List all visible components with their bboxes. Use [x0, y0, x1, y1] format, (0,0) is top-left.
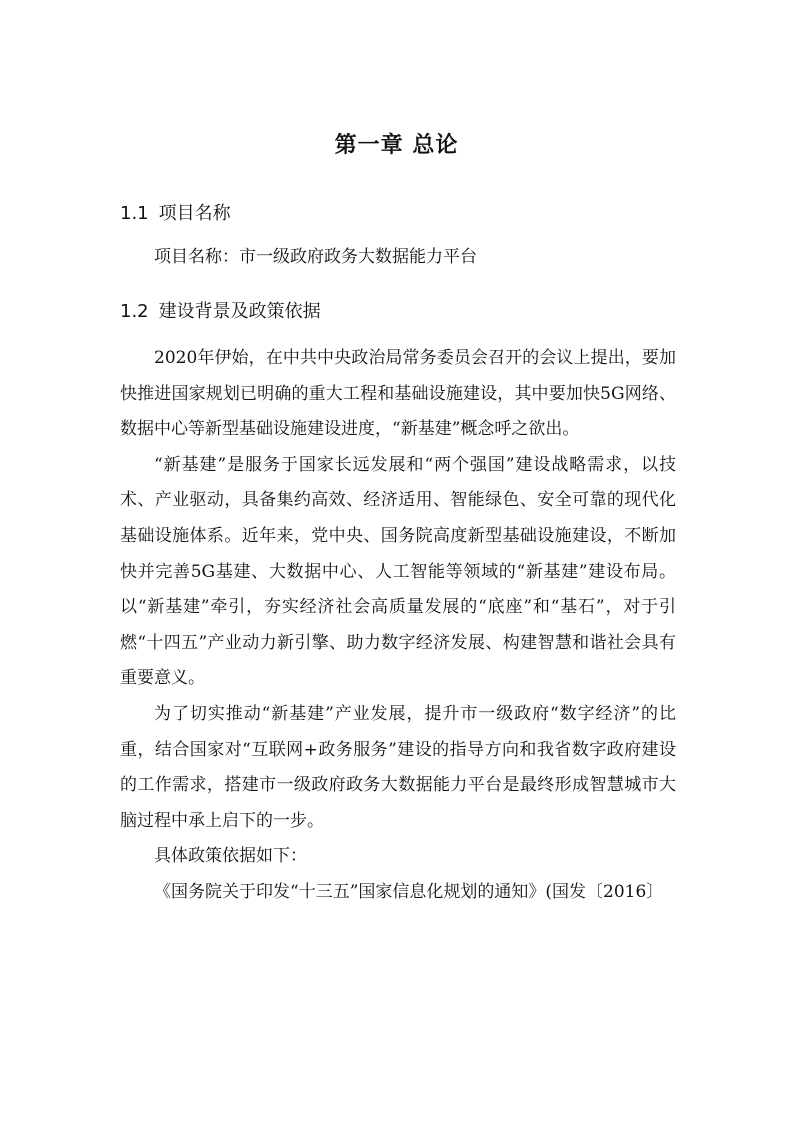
- section-number: 1.1: [120, 203, 149, 224]
- paragraph: 为了切实推动“新基建”产业发展，提升市一级政府“数字经济”的比重，结合国家对“互联网+政务服务”建设的指导方向和我省数字政府建设的工作需求，搭建市一级政府政务大数据能力平台是最终形成智慧城市大脑过程中承上启下的一步。: [120, 703, 676, 831]
- paragraph: “新基建”是服务于国家长远发展和“两个强国”建设战略需求，以技术、产业驱动，具备集约高效、经济适用、智能绿色、安全可靠的现代化基础设施体系。近年来，党中央、国务院高度新型基础设施建设，不断加快并完善5G基建、大数据中心、人工智能等领域的“新基建”建设布局。以“新基建”牵引，夯实经济社会高质量发展的“底座”和“基石”，对于引燃“十四五”产业动力新引擎、助力数字经济发展、构建智慧和谐社会具有重要意义。: [120, 454, 676, 689]
- chapter-title: 第一章 总论: [334, 133, 459, 158]
- paragraph: 2020年伊始，在中共中央政治局常务委员会召开的会议上提出，要加快推进国家规划已明确的重大工程和基础设施建设，其中要加快5G网络、数据中心等新型基础设施建设进度，“新基建”概念呼之欲出。: [120, 348, 676, 440]
- project-name-line: 项目名称：市一级政府政务大数据能力平台: [154, 247, 477, 267]
- section-heading-1-2: [120, 297, 321, 323]
- paragraph: 《国务院关于印发“十三五”国家信息化规划的通知》(国发〔2016〕: [154, 881, 664, 902]
- section-title: 建设背景及政策依据: [158, 301, 321, 322]
- body-text: [120, 341, 676, 911]
- section-number: 1.2: [120, 301, 149, 322]
- paragraph: 具体政策依据如下：: [154, 846, 307, 867]
- section-heading-1-1: [120, 199, 231, 225]
- section-title: 项目名称: [158, 203, 231, 224]
